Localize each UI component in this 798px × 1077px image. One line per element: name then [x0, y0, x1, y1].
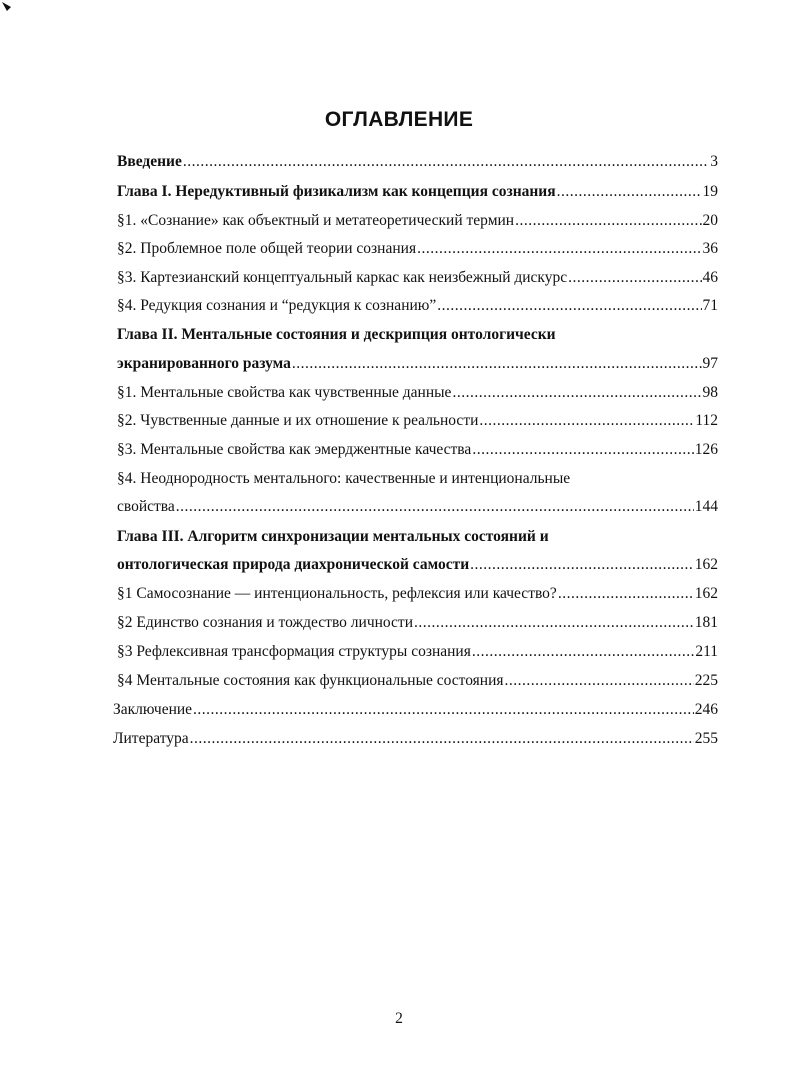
- toc-entry-title: §3. Ментальные свойства как эмерджентные качества: [117, 441, 472, 458]
- toc-entry-title: §1. Ментальные свойства как чувственные данные: [117, 384, 452, 401]
- toc-entry-ch2-sec4-cont[interactable]: [117, 496, 718, 518]
- toc-entry-chapter-2[interactable]: [117, 324, 718, 346]
- toc-entry-ch2-sec3[interactable]: [117, 439, 718, 461]
- toc-entry-page: 211: [695, 643, 718, 660]
- toc-entry-ch1-sec3[interactable]: [117, 267, 718, 289]
- toc-leader-dots: [470, 554, 694, 576]
- toc-entry-page: 71: [702, 297, 718, 314]
- toc-leader-dots: [479, 410, 694, 432]
- toc-leader-dots: [190, 728, 694, 750]
- toc-entry-title: Глава II. Ментальные состояния и дескрипция онтологически: [117, 326, 556, 343]
- toc-entry-title: §2. Чувственные данные и их отношение к реальности: [117, 412, 479, 429]
- toc-leader-dots: [472, 439, 693, 461]
- toc-entry-page: 112: [695, 412, 718, 429]
- toc-leader-dots: [505, 670, 694, 692]
- toc-entry-page: 3: [710, 153, 718, 170]
- toc-entry-title: свойства: [117, 498, 175, 515]
- toc-entry-ch1-sec4[interactable]: [117, 295, 718, 317]
- toc-entry-page: 246: [694, 701, 718, 718]
- toc-leader-dots: [558, 583, 694, 605]
- toc-entry-ch3-sec3[interactable]: [117, 641, 718, 663]
- toc-leader-dots: [515, 210, 701, 232]
- toc-entry-conclusion[interactable]: [113, 699, 718, 721]
- toc-entry-title: онтологическая природа диахронической самости: [117, 556, 470, 573]
- toc-leader-dots: [176, 496, 694, 518]
- toc-entry-page: 20: [702, 212, 718, 229]
- toc-entry-title: Введение: [117, 153, 182, 170]
- toc-leader-dots: [568, 267, 701, 289]
- toc-leader-dots: [183, 151, 709, 173]
- page-title: ОГЛАВЛЕНИЕ: [324, 108, 474, 132]
- toc-entry-page: 126: [694, 441, 718, 458]
- toc-entry-chapter-3[interactable]: [117, 526, 718, 548]
- toc-entry-title: Глава III. Алгоритм синхронизации ментальных состояний и: [117, 528, 549, 545]
- toc-entry-title: §2. Проблемное поле общей теории сознания: [117, 240, 417, 257]
- toc-leader-dots: [417, 238, 701, 260]
- toc-leader-dots: [437, 295, 701, 317]
- toc-entry-title: §3 Рефлексивная трансформация структуры сознания: [117, 643, 471, 660]
- toc-entry-title: §1. «Сознание» как объектный и метатеоретический термин: [117, 212, 515, 229]
- toc-leader-dots: [452, 382, 701, 404]
- toc-entry-chapter-3-cont[interactable]: [117, 554, 718, 576]
- toc-entry-title: §4. Редукция сознания и “редукция к сознанию”: [117, 297, 437, 314]
- toc-entry-ch2-sec1[interactable]: [117, 382, 718, 404]
- toc-entry-ch1-sec2[interactable]: [117, 238, 718, 260]
- toc-entry-ch2-sec4[interactable]: [117, 468, 718, 490]
- toc-leader-dots: [292, 353, 702, 375]
- toc-entry-title: Глава I. Нередуктивный физикализм как концепция сознания: [117, 183, 556, 200]
- toc-entry-page: 162: [694, 556, 718, 573]
- toc-entry-page: 255: [694, 730, 718, 747]
- toc-entry-title: Заключение: [113, 701, 193, 718]
- toc-entry-title: экранированного разума: [117, 355, 291, 372]
- toc-entry-page: 36: [702, 240, 718, 257]
- toc-leader-dots: [414, 612, 694, 634]
- toc-entry-page: 162: [694, 585, 718, 602]
- toc-entry-ch1-sec1[interactable]: [117, 210, 718, 232]
- toc-entry-title: §3. Картезианский концептуальный каркас как неизбежный дискурс: [117, 269, 568, 286]
- toc-entry-page: 19: [702, 183, 718, 200]
- toc-leader-dots: [557, 181, 702, 203]
- toc-entry-references[interactable]: [113, 728, 718, 750]
- toc-entry-chapter-2-cont[interactable]: [117, 353, 718, 375]
- toc-entry-page: 98: [702, 384, 718, 401]
- toc-entry-title: §4. Неоднородность ментального: качественные и интенциональные: [117, 470, 571, 487]
- toc-entry-page: 46: [702, 269, 718, 286]
- page-number: 2: [395, 1010, 403, 1027]
- toc-entry-chapter-1[interactable]: [117, 181, 718, 203]
- toc-entry-ch3-sec4[interactable]: [117, 670, 718, 692]
- toc-entry-page: 225: [694, 672, 718, 689]
- toc-entry-title: §2 Единство сознания и тождество личности: [117, 614, 413, 631]
- toc-leader-dots: [472, 641, 694, 663]
- toc-entry-title: §1 Самосознание — интенциональность, рефлексия или качество?: [117, 585, 557, 602]
- toc-entry-title: §4 Ментальные состояния как функциональные состояния: [117, 672, 504, 689]
- toc-entry-ch2-sec2[interactable]: [117, 410, 718, 432]
- toc-entry-page: 144: [694, 498, 718, 515]
- toc-entry-ch3-sec2[interactable]: [117, 612, 718, 634]
- toc-entry-title: Литература: [113, 730, 189, 747]
- toc-entry-page: 181: [694, 614, 718, 631]
- toc-entry-page: 97: [702, 355, 718, 372]
- toc-leader-dots: [193, 699, 694, 721]
- toc-entry-ch3-sec1[interactable]: [117, 583, 718, 605]
- toc-entry-introduction[interactable]: [117, 151, 718, 173]
